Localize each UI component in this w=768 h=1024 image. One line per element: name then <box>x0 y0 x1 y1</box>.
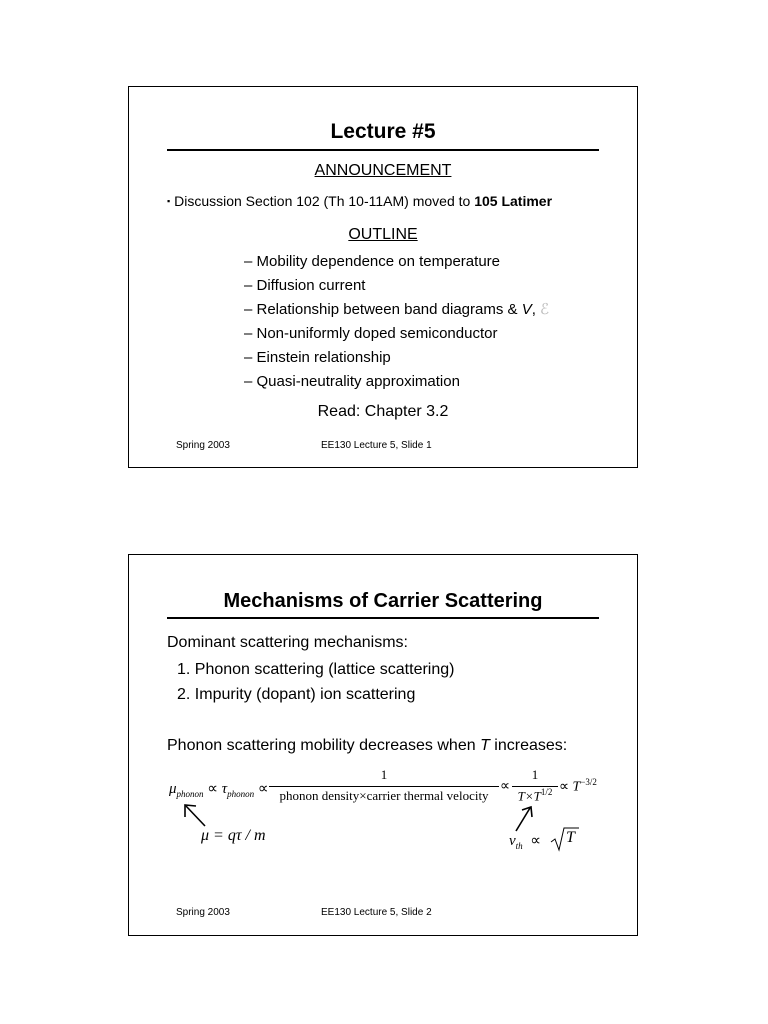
efield-symbol: ℰ <box>540 301 550 318</box>
proportional-symbol: ∝ <box>559 779 570 795</box>
voltage-symbol: V <box>521 301 532 318</box>
proportional-symbol: ∝ <box>257 781 269 797</box>
outline-item <box>244 298 549 322</box>
denominator-product: T×T <box>517 788 541 804</box>
mechanisms-intro: Dominant scattering mechanisms: <box>167 634 408 651</box>
denominator-exponent: 1/2 <box>540 787 553 797</box>
vth-arrow-icon <box>516 807 532 831</box>
mobility-definition-text: μ = qτ / m <box>201 827 266 844</box>
temperature-symbol: T <box>480 737 490 754</box>
tau-subscript: phonon <box>227 789 255 799</box>
slide-1-title: Lecture #5 <box>330 120 436 143</box>
announcement-text: Discussion Section 102 (Th 10-11AM) moved to <box>174 193 475 209</box>
thermal-velocity-relation <box>509 831 541 851</box>
announcement-heading: ANNOUNCEMENT <box>314 162 452 179</box>
slide-2-title: Mechanisms of Carrier Scattering <box>223 590 543 612</box>
separator: , <box>531 301 541 318</box>
mu-arrow-icon <box>185 805 205 826</box>
announcement-location: 105 Latimer <box>474 193 553 209</box>
proportional-symbol: ∝ <box>530 833 541 849</box>
proportional-symbol: ∝ <box>500 779 511 794</box>
mechanism-item: 1. Phonon scattering (lattice scattering) <box>177 661 455 678</box>
outline-item: – Quasi-neutrality approximation <box>244 373 460 390</box>
mu-symbol: μ <box>169 781 177 797</box>
footer-date: Spring 2003 <box>176 440 230 451</box>
phonon-tail: increases: <box>489 737 568 754</box>
announcement-line <box>167 193 552 209</box>
footer-slide-label: EE130 Lecture 5, Slide 1 <box>321 440 432 451</box>
outline-item: – Mobility dependence on temperature <box>244 253 500 270</box>
vth-symbol: v <box>509 833 516 849</box>
outline-list <box>244 250 549 394</box>
bullet-icon: ▪ <box>167 196 171 206</box>
proportional-symbol: ∝ <box>207 781 218 797</box>
mobility-definition <box>201 827 266 845</box>
slide-1 <box>128 86 638 468</box>
fraction-1-denominator: phonon density×carrier thermal velocity <box>279 788 489 803</box>
phonon-text: Phonon scattering mobility decreases when <box>167 737 481 754</box>
sqrt-T <box>566 829 575 847</box>
result-exponent: −3/2 <box>580 777 597 787</box>
fraction-1-numerator: 1 <box>380 767 388 782</box>
mu-subscript: phonon <box>176 789 204 799</box>
vth-subscript: th <box>515 841 523 851</box>
reading-assignment: Read: Chapter 3.2 <box>317 403 449 420</box>
title-rule <box>167 149 599 151</box>
footer-slide-label: EE130 Lecture 5, Slide 2 <box>321 907 432 918</box>
outline-item: – Non-uniformly doped semiconductor <box>244 325 498 342</box>
outline-item-text: – Relationship between band diagrams & <box>244 301 522 318</box>
tau-symbol: τ <box>221 781 228 797</box>
arrow-graphics <box>129 555 639 937</box>
outline-item: – Einstein relationship <box>244 349 391 366</box>
outline-heading: OUTLINE <box>348 226 418 243</box>
mechanism-item: 2. Impurity (dopant) ion scattering <box>177 686 416 703</box>
fraction-2-numerator: 1 <box>531 767 539 782</box>
outline-item: – Diffusion current <box>244 277 366 294</box>
result-T: T <box>572 779 581 795</box>
footer-date: Spring 2003 <box>176 907 230 918</box>
sqrt-T-symbol: T <box>566 829 575 846</box>
slide-2 <box>128 554 638 936</box>
